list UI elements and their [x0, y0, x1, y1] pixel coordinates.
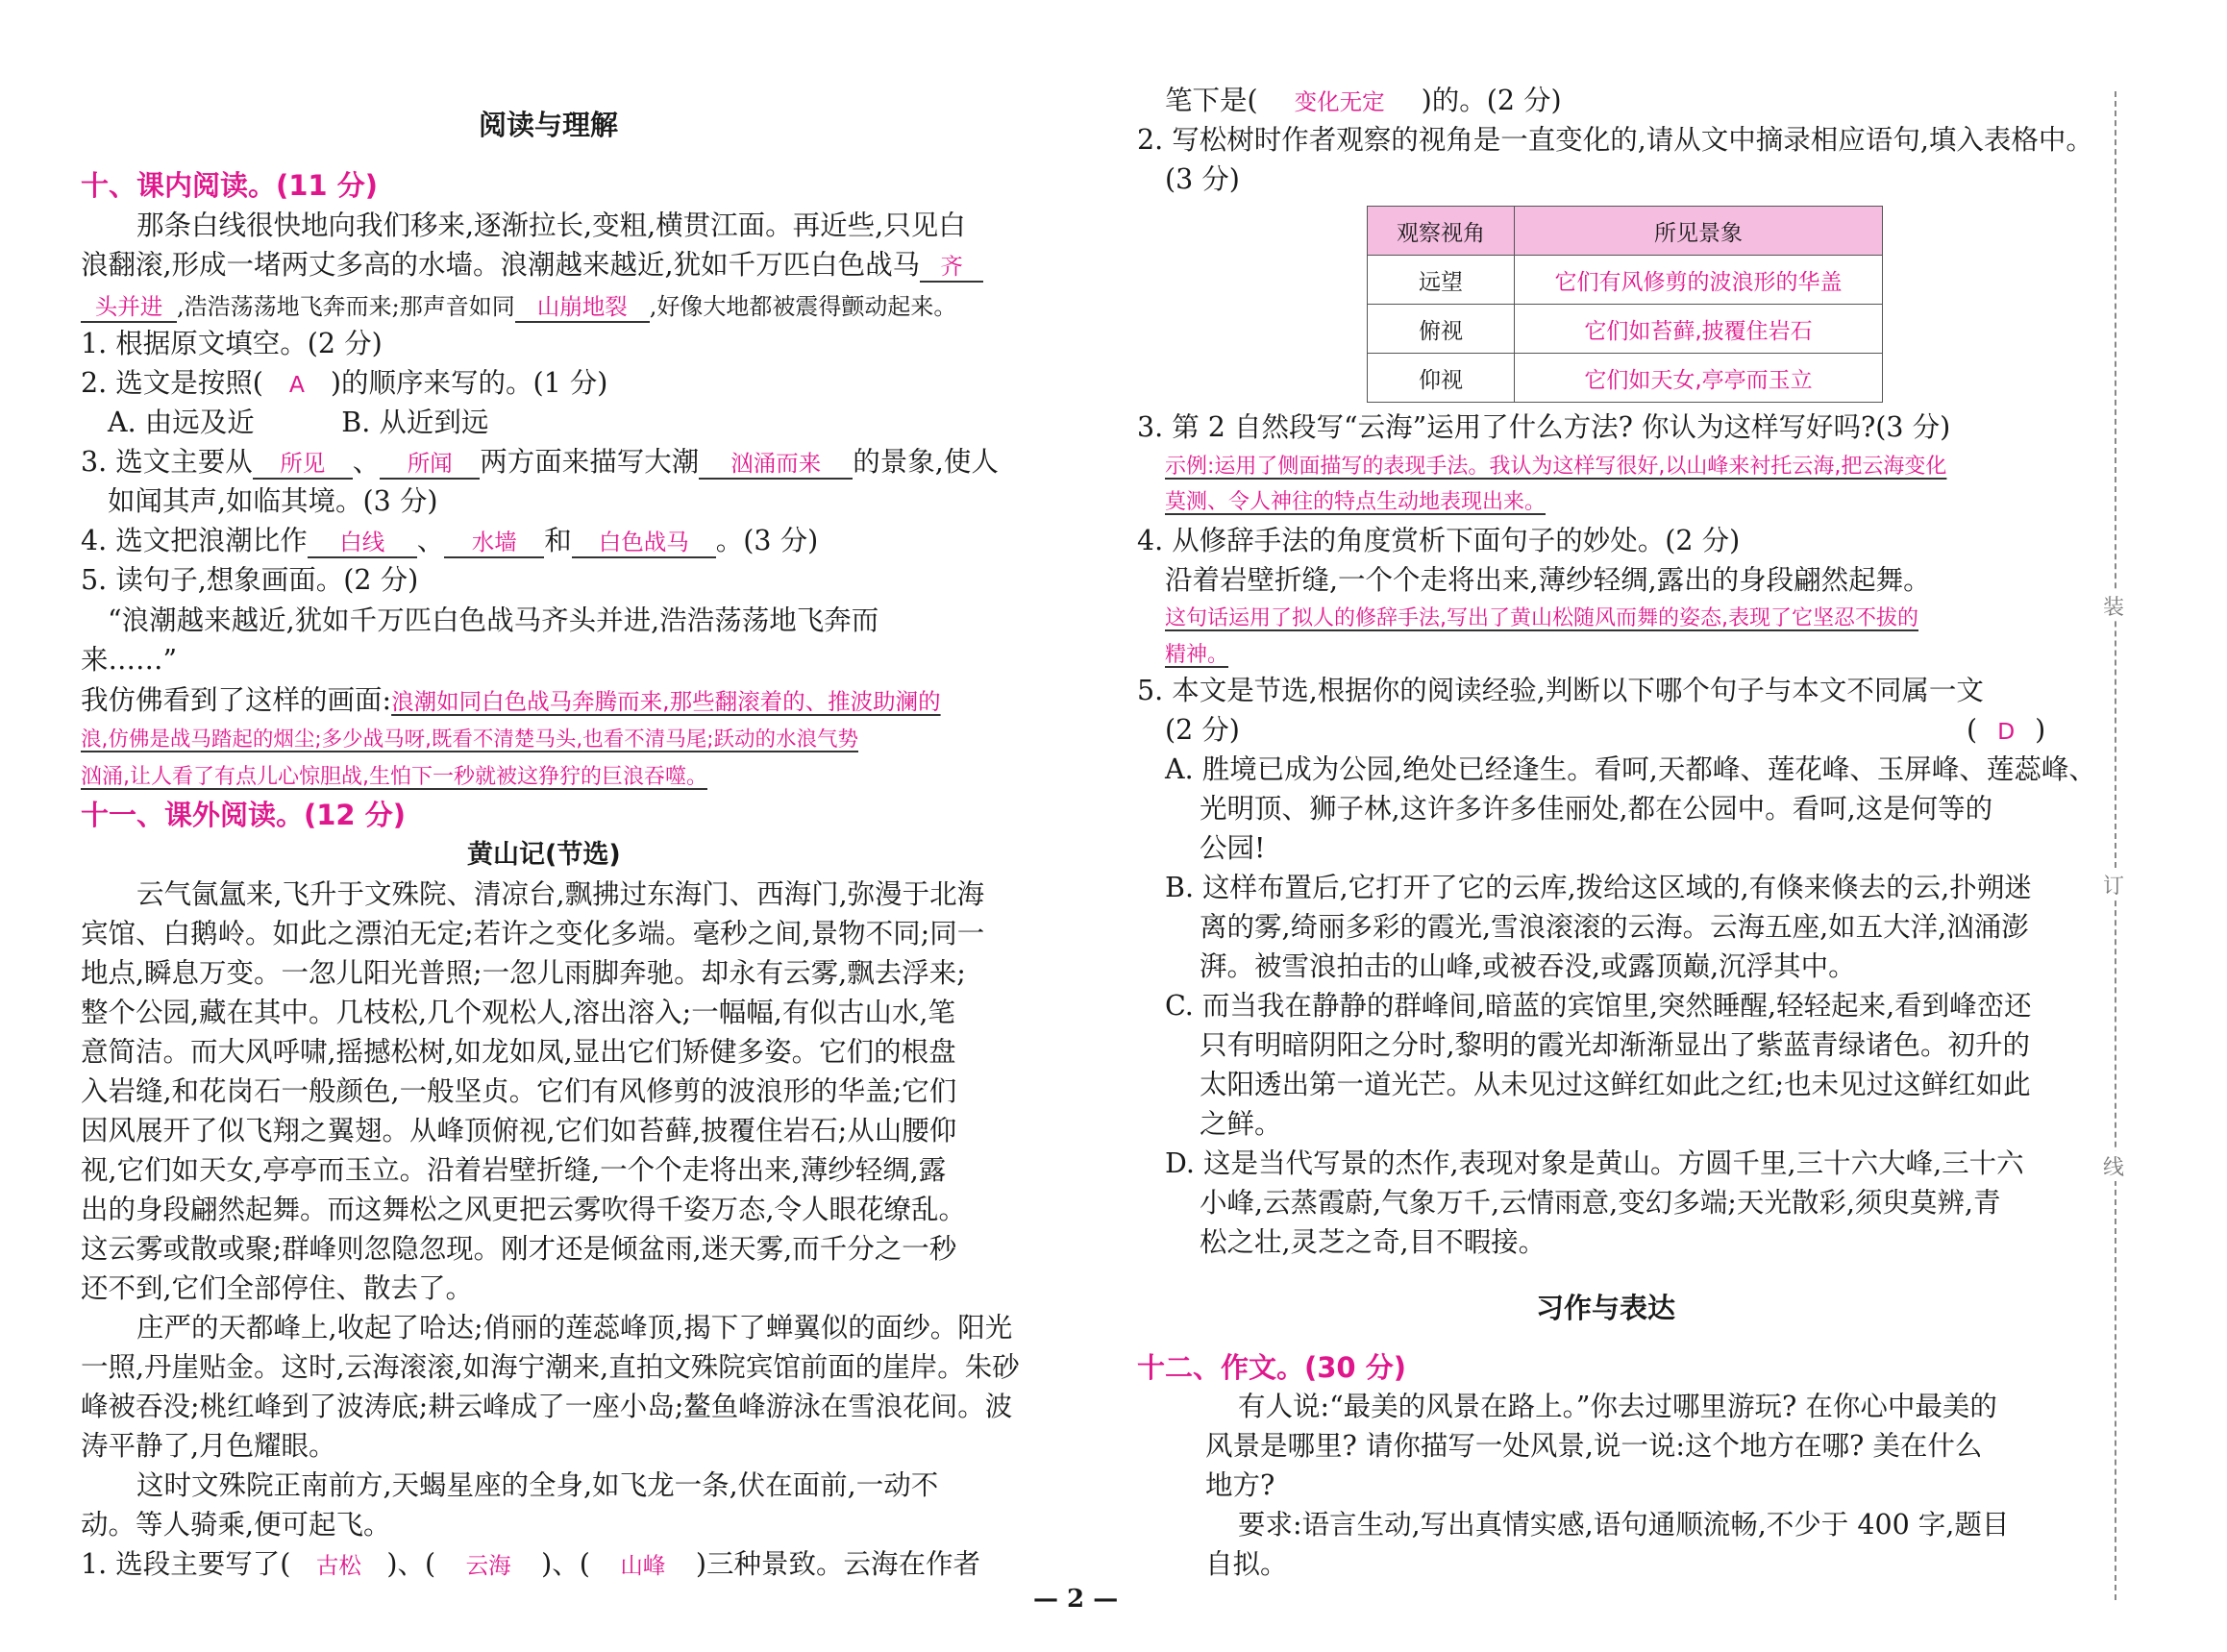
question-4-right: 4. 从修辞手法的角度赏析下面句子的妙处。(2 分) [1137, 525, 1741, 556]
table-cell-scene: 它们有风修剪的波浪形的华盖 [1515, 256, 1883, 305]
table-cell-scene: 它们如苔藓,披覆住岩石 [1515, 305, 1883, 354]
composition-prompt: 地方? [1205, 1469, 1275, 1501]
essay-line: 视,它们如天女,亭亭而玉立。沿着岩壁折缝,一个个走将出来,薄纱轻绸,露 [81, 1154, 947, 1186]
option-line: D. 这是当代写景的杰作,表现对象是黄山。方圆千里,三十六大峰,三十六 [1165, 1147, 2024, 1179]
composition-requirement: 要求:语言生动,写出真情实感,语句通顺流畅,不少于 400 字,题目 [1238, 1509, 2010, 1541]
section-heading-writing: 习作与表达 [1536, 1292, 1676, 1324]
answer: D [1997, 718, 2016, 745]
answer: A [288, 371, 305, 398]
section-12-title: 十二、作文。(30 分) [1137, 1351, 1406, 1384]
binding-char: 装 [2103, 591, 2124, 621]
answer: 古松 [315, 1552, 361, 1579]
passage-line: 头并进 ,浩浩荡荡地飞奔而来;那声音如同 山崩地裂 ,好像大地都被震得颤动起来。 [81, 288, 956, 324]
option-line: 湃。被雪浪拍击的山峰,或被吞没,或露顶巅,沉浮其中。 [1200, 950, 1856, 982]
question-3-answer: 示例:运用了侧面描写的表现手法。我认为这样写很好,以山峰来衬托云海,把云海变化 [1165, 455, 1947, 479]
question-2-right: 2. 写松树时作者观察的视角是一直变化的,请从文中摘录相应语句,填入表格中。 [1137, 124, 2093, 156]
essay-line: 出的身段翩然起舞。而这舞松之风更把云雾吹得千姿万态,令人眼花缭乱。 [81, 1194, 967, 1225]
question-5-answer: 浪,仿佛是战马踏起的烟尘;多少战马呀,既看不清楚马头,也看不清马尾;跃动的水浪气势 [81, 727, 858, 752]
table-cell-scene: 它们如天女,亭亭而玉立 [1515, 354, 1883, 403]
answer-blank: 所闻 [380, 449, 480, 480]
answer-blank: 头并进 [81, 292, 177, 323]
answer-blank: 山崩地裂 [515, 292, 650, 323]
question-2: 2. 选文是按照( A )的顺序来写的。(1 分) [81, 366, 607, 402]
composition-requirement: 自拟。 [1205, 1548, 1288, 1580]
question-4: 4. 选文把浪潮比作 白线 、 水墙 和 白色战马 。(3 分) [81, 525, 819, 556]
option-line: 之鲜。 [1200, 1108, 1282, 1140]
essay-line: 还不到,它们全部停住、散去了。 [81, 1272, 474, 1304]
essay-line: 这时文殊院正南前方,天蝎星座的全身,如飞龙一条,伏在面前,一动不 [136, 1469, 939, 1501]
question-2-options: A. 由远及近 B. 从近到远 [108, 407, 489, 438]
answer-blank: 所见 [253, 449, 353, 480]
table-cell-view: 远望 [1368, 256, 1515, 305]
question-5-quote: “浪潮越来越近,犹如千万匹白色战马齐头并进,浩浩荡荡地飞奔而 [108, 604, 879, 636]
question-4-answer: 这句话运用了拟人的修辞手法,写出了黄山松随风而舞的姿态,表现了它坚忍不拔的 [1165, 606, 1918, 630]
question-5-answer: 我仿佛看到了这样的画面:浪潮如同白色战马奔腾而来,那些翻滚着的、推波助澜的 [81, 684, 941, 716]
essay-line: 整个公园,藏在其中。几枝松,几个观松人,溶出溶入;一幅幅,有似古山水,笔 [81, 997, 955, 1028]
question-2-right-points: (3 分) [1165, 163, 1240, 195]
section-heading-reading: 阅读与理解 [479, 109, 619, 141]
question-5-answer-bracket: ( D ) [1967, 713, 2045, 749]
option-line: 只有明暗阴阳之分时,黎明的霞光却渐渐显出了紫蓝青绿诸色。初升的 [1200, 1029, 2031, 1061]
answer-blank: 白色战马 [572, 528, 716, 558]
essay-line: 峰被吞没;桃红峰到了波涛底;耕云峰成了一座小岛;鳌鱼峰游泳在雪浪花间。波 [81, 1391, 1013, 1422]
question-5-quote: 来……” [81, 644, 178, 676]
option-line: 太阳透出第一道光芒。从未见过这鲜红如此之红;也未见过这鲜红如此 [1200, 1069, 2031, 1100]
option-line: 公园! [1200, 832, 1266, 864]
option-line: C. 而当我在静静的群峰间,暗蓝的宾馆里,突然睡醒,轻轻起来,看到峰峦还 [1165, 990, 2032, 1022]
binding-char: 订 [2103, 870, 2124, 900]
essay-line: 动。等人骑乘,便可起飞。 [81, 1509, 391, 1541]
answer-blank: 白线 [308, 528, 417, 558]
option-line: 光明顶、狮子林,这许多许多佳丽处,都在公园中。看呵,这是何等的 [1200, 793, 1993, 825]
composition-prompt: 风景是哪里? 请你描写一处风景,说一说:这个地方在哪? 美在什么 [1205, 1430, 1983, 1462]
binding-dashed-line [2115, 91, 2116, 1600]
option-line: 小峰,云蒸霞蔚,气象万千,云情雨意,变幻多端;天光散彩,须臾莫辨,青 [1200, 1187, 2001, 1219]
composition-prompt: 有人说:“最美的风景在路上。”你去过哪里游玩? 在你心中最美的 [1238, 1391, 1997, 1422]
question-4-sentence: 沿着岩壁折缝,一个个走将出来,薄纱轻绸,露出的身段翩然起舞。 [1165, 564, 1931, 596]
option-line: B. 这样布置后,它打开了它的云库,拨给这区域的,有倏来倏去的云,扑朔迷 [1165, 872, 2032, 903]
question-3-line-2: 如闻其声,如临其境。(3 分) [108, 485, 438, 517]
question-1-continued: 笔下是( 变化无定 )的。(2 分) [1165, 84, 1562, 119]
question-3-answer: 莫测、令人神往的特点生动地表现出来。 [1165, 490, 1547, 514]
answer: 变化无定 [1294, 88, 1385, 115]
essay-line: 一照,丹崖贴金。这时,云海滚滚,如海宁潮来,直拍文殊院宾馆前面的崖岸。朱砂 [81, 1351, 1020, 1383]
question-1: 1. 根据原文填空。(2 分) [81, 328, 383, 359]
essay-title: 黄山记(节选) [467, 840, 621, 870]
essay-question-1: 1. 选段主要写了( 古松 )、( 云海 )、( 山峰 )三种景致。云海在作者 [81, 1547, 980, 1583]
section-11-title: 十一、课外阅读。(12 分) [81, 799, 406, 831]
question-5-right: 5. 本文是节选,根据你的阅读经验,判断以下哪个句子与本文不同属一文 [1137, 675, 1984, 706]
page-number: — 2 — [1033, 1585, 1119, 1614]
essay-line: 因风展开了似飞翔之翼翅。从峰顶俯视,它们如苔藓,披覆住岩石;从山腰仰 [81, 1115, 957, 1147]
table-row [1368, 305, 1883, 354]
option-line: 离的雾,绮丽多彩的霞光,雪浪滚滚的云海。云海五座,如五大洋,汹涌澎 [1200, 911, 2029, 943]
passage-line: 那条白线很快地向我们移来,逐渐拉长,变粗,横贯江面。再近些,只见白 [136, 210, 966, 241]
essay-line: 这云雾或散或聚;群峰则忽隐忽现。刚才还是倾盆雨,迷天雾,而千分之一秒 [81, 1233, 957, 1265]
section-10-title: 十、课内阅读。(11 分) [81, 169, 378, 202]
table-row [1368, 354, 1883, 403]
table-cell-view: 俯视 [1368, 305, 1515, 354]
binding-char: 线 [2103, 1151, 2124, 1181]
essay-line: 云气氤氲来,飞升于文殊院、清凉台,飘拂过东海门、西海门,弥漫于北海 [136, 878, 985, 910]
table-header-row [1368, 207, 1883, 256]
option-line: 松之壮,灵芝之奇,目不暇接。 [1200, 1226, 1547, 1258]
question-5-right-points: (2 分) [1165, 714, 1240, 746]
answer: 云海 [465, 1552, 511, 1579]
option-line: A. 胜境已成为公园,绝处已经逢生。看呵,天都峰、莲花峰、玉屏峰、莲蕊峰、 [1165, 753, 2096, 785]
answer-blank: 水墙 [444, 528, 544, 558]
table-cell-view: 仰视 [1368, 354, 1515, 403]
question-5-answer: 汹涌,让人看了有点儿心惊胆战,生怕下一秒就被这狰狞的巨浪吞噬。 [81, 765, 707, 789]
essay-line: 地点,瞬息万变。一忽儿阳光普照;一忽儿雨脚奔驰。却永有云雾,飘去浮来; [81, 957, 966, 989]
answer-blank: 汹涌而来 [699, 449, 853, 480]
question-3: 3. 选文主要从 所见 、 所闻 两方面来描写大潮 汹涌而来 的景象,使人 [81, 446, 999, 478]
question-5: 5. 读句子,想象画面。(2 分) [81, 564, 419, 596]
question-3-right: 3. 第 2 自然段写“云海”运用了什么方法? 你认为这样写好吗?(3 分) [1137, 411, 1951, 443]
essay-line: 入岩缝,和花岗石一般颜色,一般坚贞。它们有风修剪的波浪形的华盖;它们 [81, 1075, 957, 1107]
question-4-answer: 精神。 [1165, 643, 1229, 667]
essay-line: 庄严的天都峰上,收起了哈达;俏丽的莲蕊峰顶,揭下了蝉翼似的面纱。阳光 [136, 1312, 1013, 1344]
table-row [1368, 256, 1883, 305]
essay-line: 意简洁。而大风呼啸,摇撼松树,如龙如凤,显出它们矫健多姿。它们的根盘 [81, 1036, 956, 1068]
answer: 山峰 [620, 1552, 666, 1579]
passage-line: 浪翻滚,形成一堵两丈多高的水墙。浪潮越来越近,犹如千万匹白色战马 齐 [81, 248, 983, 283]
essay-line: 涛平静了,月色耀眼。 [81, 1430, 336, 1462]
table-header-cell: 观察视角 [1368, 207, 1515, 256]
essay-line: 宾馆、白鹅岭。如此之漂泊无定;若许之变化多端。毫秒之间,景物不同;同一 [81, 918, 985, 949]
observation-table [1367, 206, 1883, 403]
answer-blank: 齐 [920, 252, 983, 283]
table-header-cell: 所见景象 [1515, 207, 1883, 256]
